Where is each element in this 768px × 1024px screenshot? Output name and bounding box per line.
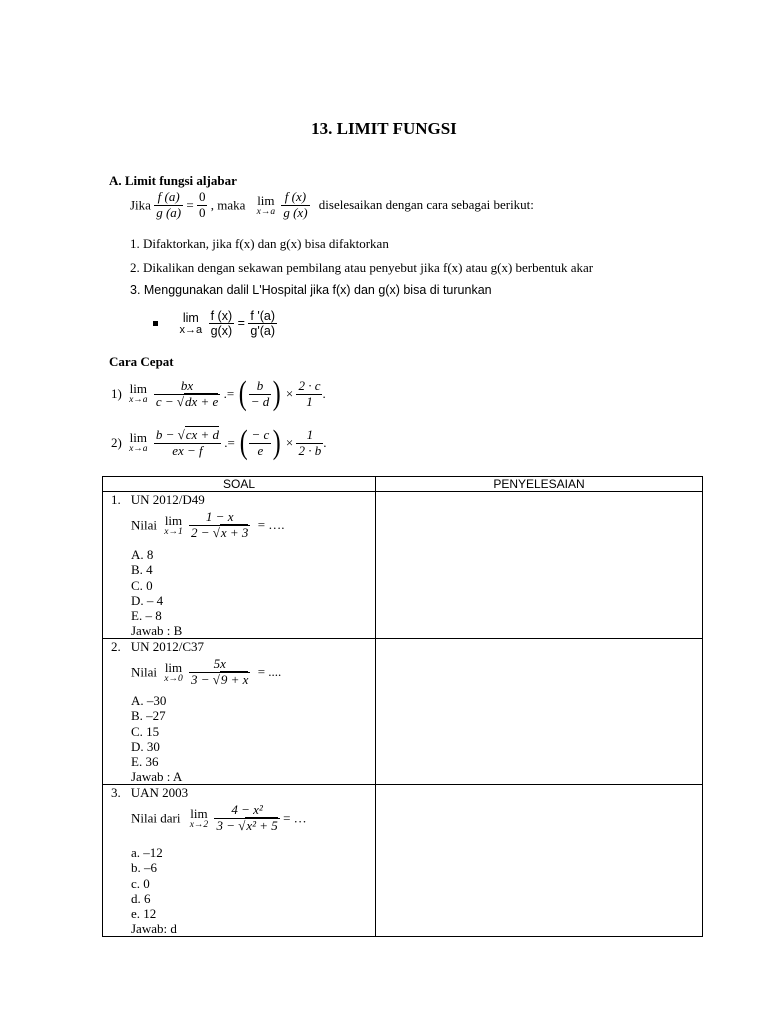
answer-options bbox=[131, 547, 182, 639]
option: E. – 8 bbox=[131, 608, 162, 624]
option: A. 8 bbox=[131, 547, 154, 562]
problem-question: Nilai lim x→0 $\frac{5x}{3 - √9 + x}$ = .... bbox=[131, 656, 282, 687]
option: B. –27 bbox=[131, 708, 166, 724]
shortcut-formula-1: 1) lim x→a $\frac{bx}{c - √dx + e}$ .= ( $\frac{b}{- d}$ ) × $\frac{2 \cdot c}{1}$ . bbox=[111, 375, 326, 412]
limit-operator: lim x→a bbox=[179, 310, 203, 337]
limit-operator: lim x→a bbox=[256, 192, 276, 217]
shortcut-formula-2: 2) lim x→a $\frac{b - √cx + d}{ex - f}$ .= ( $\frac{- c}{e}$ ) × $\frac{1}{2 \cdot b}$ . bbox=[111, 424, 327, 461]
answer-options bbox=[131, 845, 177, 937]
fx-over-gx: $\frac{f (x)}{g(x)}$ bbox=[210, 309, 233, 339]
solution-cell[interactable] bbox=[376, 785, 703, 937]
cara-cepat-heading: Cara Cepat bbox=[109, 354, 174, 369]
problem-number: 3. bbox=[111, 785, 121, 800]
answer-key: Jawab : A bbox=[131, 769, 183, 785]
method-item: 2. Dikalikan dengan sekawan pembilang atau penyebut jika f(x) atau g(x) berbentuk akar bbox=[130, 260, 594, 275]
problem-cell bbox=[103, 785, 376, 937]
page-title: 13. LIMIT FUNGSI bbox=[311, 119, 457, 138]
option: E. 36 bbox=[131, 754, 159, 770]
table-row bbox=[103, 785, 703, 937]
section-a-heading: A. Limit fungsi aljabar bbox=[109, 173, 237, 188]
option: D. 30 bbox=[131, 738, 160, 754]
fx-over-gx: $\frac{f (x)}{g (x)}$ bbox=[283, 189, 308, 220]
fpa-over-gpa: $\frac{f '(a)}{g'(a)}$ bbox=[250, 309, 276, 339]
option: B. 4 bbox=[131, 562, 153, 578]
formula-fraction: $\frac{bx}{c - √dx + e}$ bbox=[155, 377, 219, 409]
option: A. –30 bbox=[131, 693, 167, 708]
equals-sign: .= bbox=[223, 385, 235, 401]
problem-number: 1. bbox=[111, 492, 121, 507]
solution-cell[interactable] bbox=[376, 492, 703, 639]
option: C. 0 bbox=[131, 577, 153, 593]
equals-sign: = bbox=[186, 197, 194, 213]
ratio-fraction: $\frac{b}{- d}$ bbox=[250, 377, 270, 409]
method-item: 3. Menggunakan dalil L'Hospital jika f(x) dan g(x) bisa di turunkan bbox=[130, 283, 492, 297]
formula-label: 2) bbox=[111, 434, 122, 450]
option: d. 6 bbox=[131, 890, 151, 906]
problem-cell bbox=[103, 639, 376, 785]
times-sign: × bbox=[285, 434, 294, 450]
table-row bbox=[103, 492, 703, 639]
problem-source: UAN 2003 bbox=[130, 785, 189, 800]
formula-label: 1) bbox=[111, 385, 122, 401]
ratio-fraction: $\frac{1}{2 \cdot b}$ bbox=[298, 426, 322, 458]
header-soal: SOAL bbox=[103, 477, 376, 492]
problems-table bbox=[102, 476, 703, 937]
option: a. –12 bbox=[131, 845, 163, 860]
table-row bbox=[103, 639, 703, 785]
ratio-fraction: $\frac{- c}{e}$ bbox=[251, 426, 270, 458]
jika-label: Jika bbox=[130, 197, 151, 213]
problem-source: UN 2012/C37 bbox=[130, 639, 205, 654]
option: C. 15 bbox=[131, 723, 160, 739]
zero-over-zero: $\frac{0}{0}$ bbox=[198, 189, 206, 220]
option: D. – 4 bbox=[131, 592, 164, 608]
solution-cell[interactable] bbox=[376, 639, 703, 785]
period: . bbox=[322, 385, 326, 401]
limit-operator: lim x→a bbox=[129, 381, 148, 406]
problem-question: Nilai lim x→1 $\frac{1 - x}{2 - √x + 3}$ = …. bbox=[131, 509, 285, 540]
definition-line bbox=[130, 190, 534, 221]
bullet-icon bbox=[153, 321, 158, 326]
option: c. 0 bbox=[131, 875, 150, 891]
method-item: 1. Difaktorkan, jika f(x) dan g(x) bisa difaktorkan bbox=[130, 236, 389, 251]
problem-question: Nilai dari lim x→2 $\frac{\text{4 − x²}}{\text{3 − √x² + 5}}$ = … bbox=[131, 802, 307, 833]
definition-tail: diselesaikan dengan cara sebagai berikut: bbox=[318, 197, 534, 213]
problem-cell bbox=[103, 492, 376, 639]
period: . bbox=[323, 434, 327, 450]
answer-key: Jawab: d bbox=[131, 921, 177, 937]
equals-sign: .= bbox=[224, 434, 235, 450]
lhospital-rule bbox=[153, 309, 277, 339]
equals-sign: = bbox=[237, 316, 245, 330]
maka-label: , maka bbox=[210, 197, 246, 213]
option: e. 12 bbox=[131, 906, 157, 922]
ratio-fraction: $\frac{2 \cdot c}{1}$ bbox=[298, 377, 321, 409]
option: b. –6 bbox=[131, 860, 157, 876]
answer-options bbox=[131, 693, 182, 785]
formula-fraction: $\frac{b - √cx + d}{ex - f}$ bbox=[155, 426, 220, 458]
problem-source: UN 2012/D49 bbox=[130, 492, 205, 507]
answer-key: Jawab : B bbox=[131, 623, 183, 639]
header-penyelesaian: PENYELESAIAN bbox=[376, 477, 703, 492]
limit-operator: lim x→a bbox=[129, 430, 148, 455]
problem-number: 2. bbox=[111, 639, 121, 654]
fa-over-ga: $\frac{f (a)}{g (a)}$ bbox=[156, 189, 182, 220]
times-sign: × bbox=[285, 385, 294, 401]
